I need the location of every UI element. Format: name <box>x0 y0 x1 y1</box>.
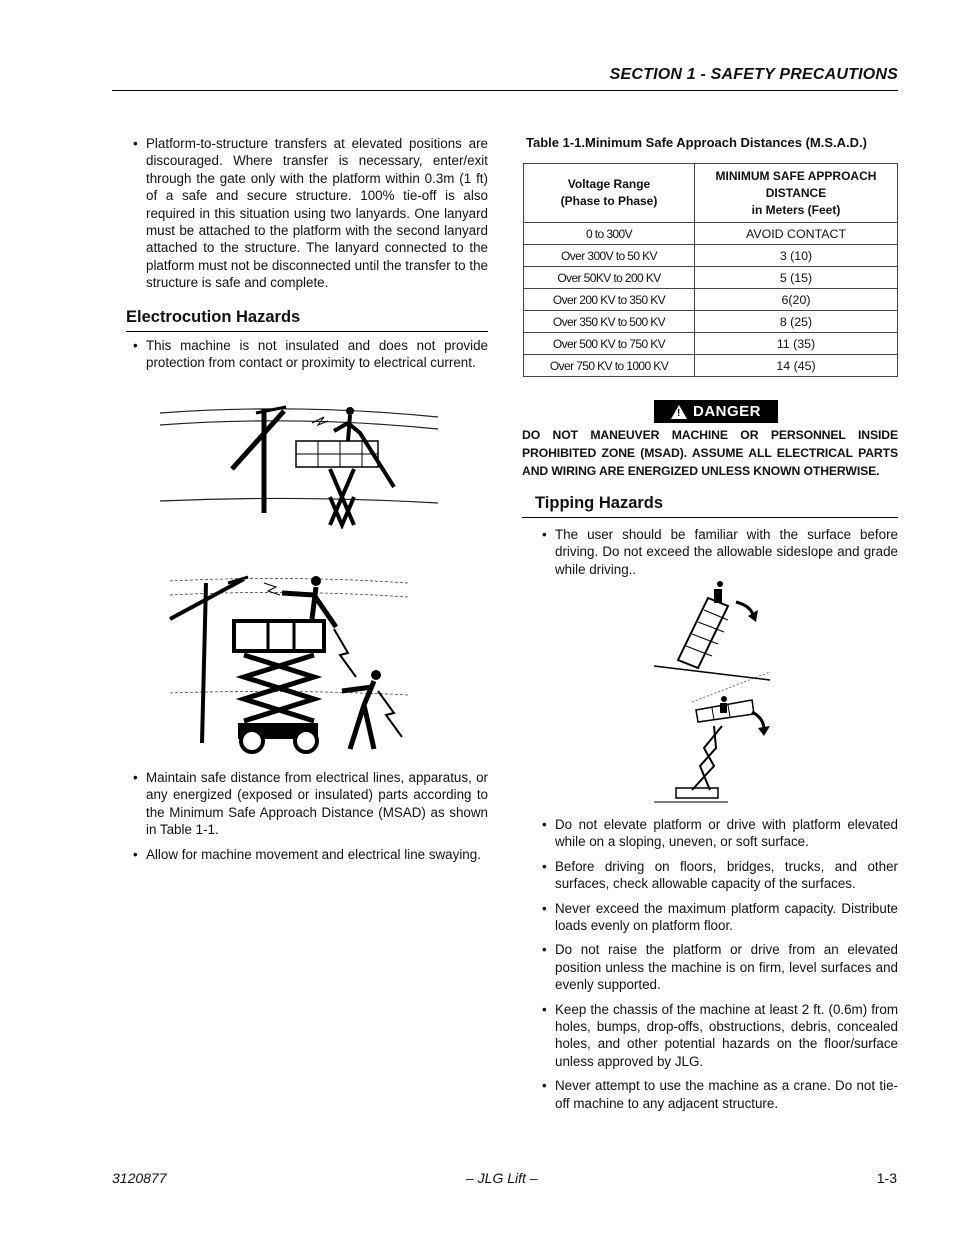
electrocution-illustration-2 <box>168 573 412 759</box>
right-column <box>522 135 898 150</box>
voltage-cell: Over 300V to 50 KV <box>524 245 695 267</box>
list-item: • Maintain safe distance from electrical lines, apparatus, or any energized (exposed or insulated) parts according to the Minimum Safe Approach Distance (MSAD) as shown in Table 1-1. <box>126 769 488 839</box>
list-item: • The user should be familiar with the surface before driving. Do not exceed the allowable sideslope and grade while driving.. <box>535 526 898 578</box>
table-row <box>524 355 898 377</box>
list-item: • Keep the chassis of the machine at least 2 ft. (0.6m) from holes, bumps, drop-offs, obstructions, debris, concealed holes, and other potential hazards on the floor/surface unless approved by JLG. <box>535 1001 898 1071</box>
distance-cell: 8 (25) <box>695 311 898 333</box>
scissor-lift-shock-icon <box>168 573 412 759</box>
list-item: • Platform-to-structure transfers at elevated positions are discouraged. Where transfer is necessary, enter/exit through the gate only with the platform within 0.3m (1 ft) of a safe and secure structure. 100% tie-off is also required in this situation using two lanyards. One lanyard must be attached to the platform with the second lanyard attached to the structure. The lanyard connected to the platform must not be disconnected until the transfer to the structure is safe and complete. <box>126 135 488 292</box>
tipping-intro-list <box>535 526 898 578</box>
table-row <box>524 245 898 267</box>
table-row <box>524 223 898 245</box>
warning-triangle-icon: ! <box>671 405 687 419</box>
power-line-lift-icon <box>158 403 440 529</box>
distance-cell: 14 (45) <box>695 355 898 377</box>
table-row <box>524 333 898 355</box>
footer-brand: – JLG Lift – <box>466 1170 538 1186</box>
list-item: • This machine is not insulated and does not provide protection from contact or proximity to electrical current. <box>126 337 488 372</box>
distance-cell: 3 (10) <box>695 245 898 267</box>
list-item: • Do not elevate platform or drive with platform elevated while on a sloping, uneven, or soft surface. <box>535 816 898 851</box>
voltage-cell: 0 to 300V <box>524 223 695 245</box>
header-text: (Phase to Phase) <box>560 194 658 208</box>
tipping-lift-icon <box>652 580 776 806</box>
table-row <box>524 311 898 333</box>
danger-label: DANGER <box>692 403 761 420</box>
header-text: DISTANCE <box>765 185 827 200</box>
electrocution-bullet-list <box>126 337 488 372</box>
tipping-illustration <box>652 580 776 806</box>
list-item: • Never attempt to use the machine as a crane. Do not tie-off machine to any adjacent structure. <box>535 1077 898 1112</box>
msad-bullet-list <box>126 769 488 863</box>
list-item: • Never exceed the maximum platform capacity. Distribute loads evenly on platform floor. <box>535 900 898 935</box>
list-item: • Allow for machine movement and electrical line swaying. <box>126 846 488 863</box>
tipping-heading: Tipping Hazards <box>522 494 898 518</box>
voltage-cell: Over 200 KV to 350 KV <box>524 289 695 311</box>
distance-cell: 11 (35) <box>695 333 898 355</box>
header-text: Voltage Range <box>567 177 651 191</box>
header-text: MINIMUM SAFE APPROACH <box>715 168 877 183</box>
distance-cell: AVOID CONTACT <box>695 223 898 245</box>
footer-doc-number: 3120877 <box>112 1170 167 1186</box>
distance-cell: 5 (15) <box>695 267 898 289</box>
header-text: in Meters (Feet) <box>751 202 841 217</box>
distance-header <box>695 164 898 223</box>
list-item: • Before driving on floors, bridges, trucks, and other surfaces, check allowable capacity of the surfaces. <box>535 858 898 893</box>
tipping-section <box>535 494 898 585</box>
intro-bullet-list <box>126 135 488 292</box>
left-column <box>126 135 488 378</box>
tipping-lower-text <box>535 816 898 1119</box>
msad-table <box>523 163 898 377</box>
danger-badge <box>654 400 778 423</box>
table-header-row <box>524 164 898 223</box>
voltage-cell: Over 350 KV to 500 KV <box>524 311 695 333</box>
left-lower-text <box>126 769 488 870</box>
voltage-cell: Over 500 KV to 750 KV <box>524 333 695 355</box>
voltage-cell: Over 750 KV to 1000 KV <box>524 355 695 377</box>
section-title: SECTION 1 - SAFETY PRECAUTIONS <box>609 66 898 83</box>
distance-cell: 6(20) <box>695 289 898 311</box>
table-caption: Table 1-1.Minimum Safe Approach Distances (M.S.A.D.) <box>526 135 867 150</box>
tipping-bullet-list <box>535 816 898 1112</box>
danger-text: DO NOT MANEUVER MACHINE OR PERSONNEL INSIDE PROHIBITED ZONE (MSAD). ASSUME ALL ELECTRICAL PARTS AND WIRING ARE ENERGIZED UNLESS KNOWN OTHERWISE. <box>522 428 898 478</box>
page-header <box>112 64 898 91</box>
electrocution-illustration-1 <box>158 403 440 529</box>
electrocution-heading: Electrocution Hazards <box>126 308 488 332</box>
voltage-cell: Over 50KV to 200 KV <box>524 267 695 289</box>
table-row <box>524 267 898 289</box>
voltage-range-header <box>524 164 695 223</box>
footer-page-number: 1-3 <box>876 1170 897 1186</box>
list-item: • Do not raise the platform or drive from an elevated position unless the machine is on firm, level surfaces and evenly supported. <box>535 941 898 993</box>
table-row <box>524 289 898 311</box>
